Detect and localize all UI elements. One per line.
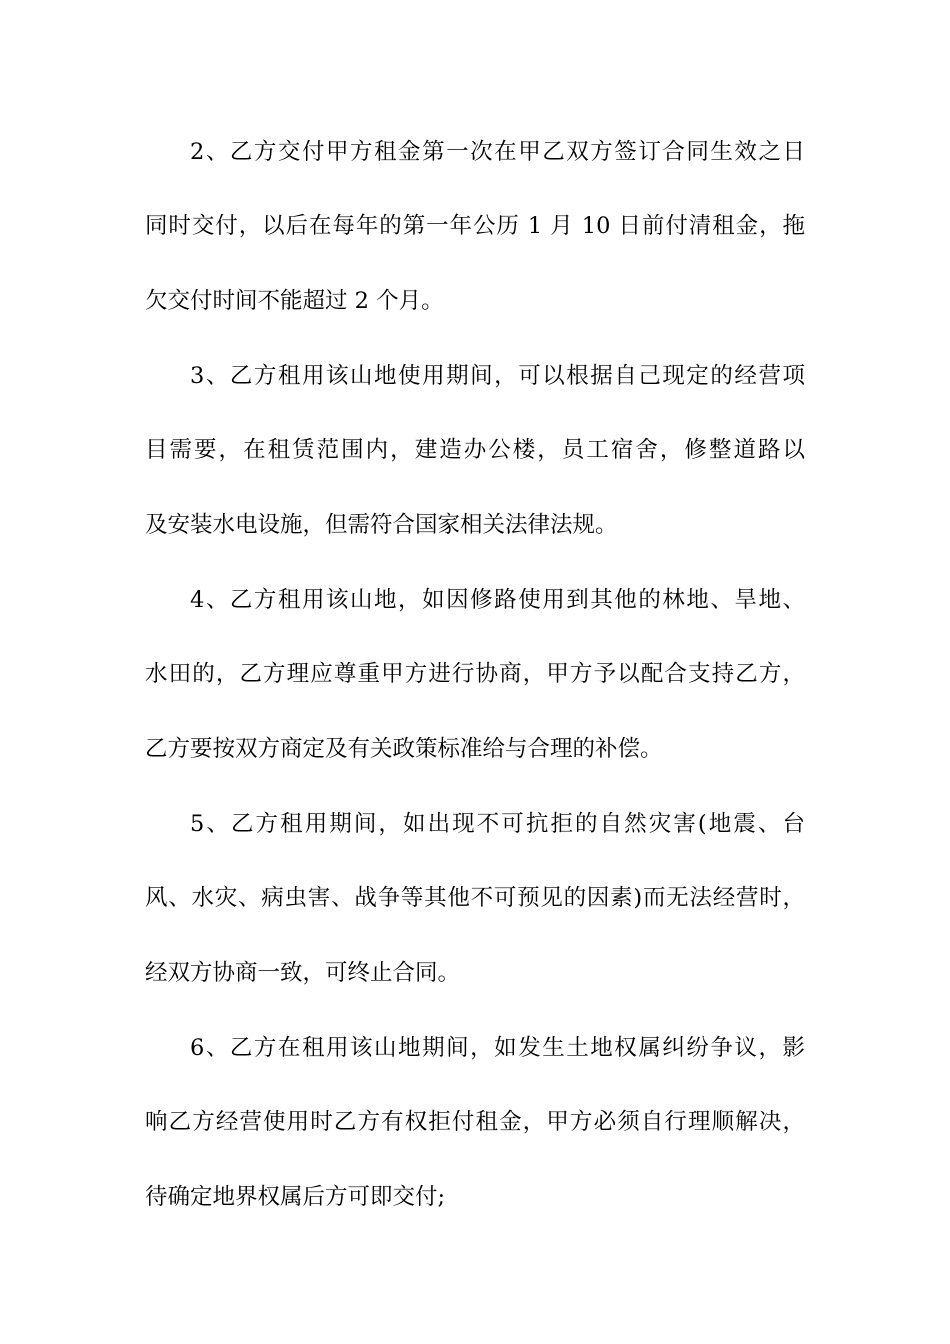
clause-3-line-3: 及安装水电设施，但需符合国家相关法律法规。 (145, 512, 618, 538)
clause-2-line-3: 欠交付时间不能超过 2 个月。 (145, 288, 444, 314)
clause-2-line-1: 2、乙方交付甲方租金第一次在甲乙双方签订合同生效之日 (190, 139, 805, 165)
clause-2-line-2: 同时交付，以后在每年的第一年公历 1 月 10 日前付清租金，拖 (145, 213, 805, 239)
clause-5-line-1: 5、乙方租用期间，如出现不可抗拒的自然灾害(地震、台 (190, 811, 805, 837)
clause-6-line-3: 待确定地界权属后方可即交付; (145, 1184, 446, 1210)
clause-4-line-2: 水田的，乙方理应尊重甲方进行协商，甲方予以配合支持乙方， (145, 661, 805, 687)
clause-3-line-1: 3、乙方租用该山地使用期间，可以根据自己现定的经营项 (190, 363, 805, 389)
clause-4-line-3: 乙方要按双方商定及有关政策标准给与合理的补偿。 (145, 736, 663, 762)
clause-6-line-2: 响乙方经营使用时乙方有权拒付租金，甲方必须自行理顺解决， (145, 1109, 805, 1135)
clause-5-line-3: 经双方协商一致，可终止合同。 (145, 960, 461, 986)
clause-4-line-1: 4、乙方租用该山地，如因修路使用到其他的林地、旱地、 (190, 587, 805, 613)
clause-6-line-1: 6、乙方在租用该山地期间，如发生土地权属纠纷争议，影 (190, 1035, 805, 1061)
clause-5-line-2: 风、水灾、病虫害、战争等其他不可预见的因素)而无法经营时， (145, 885, 805, 911)
clause-3-line-2: 目需要，在租赁范围内，建造办公楼，员工宿舍，修整道路以 (145, 437, 805, 463)
